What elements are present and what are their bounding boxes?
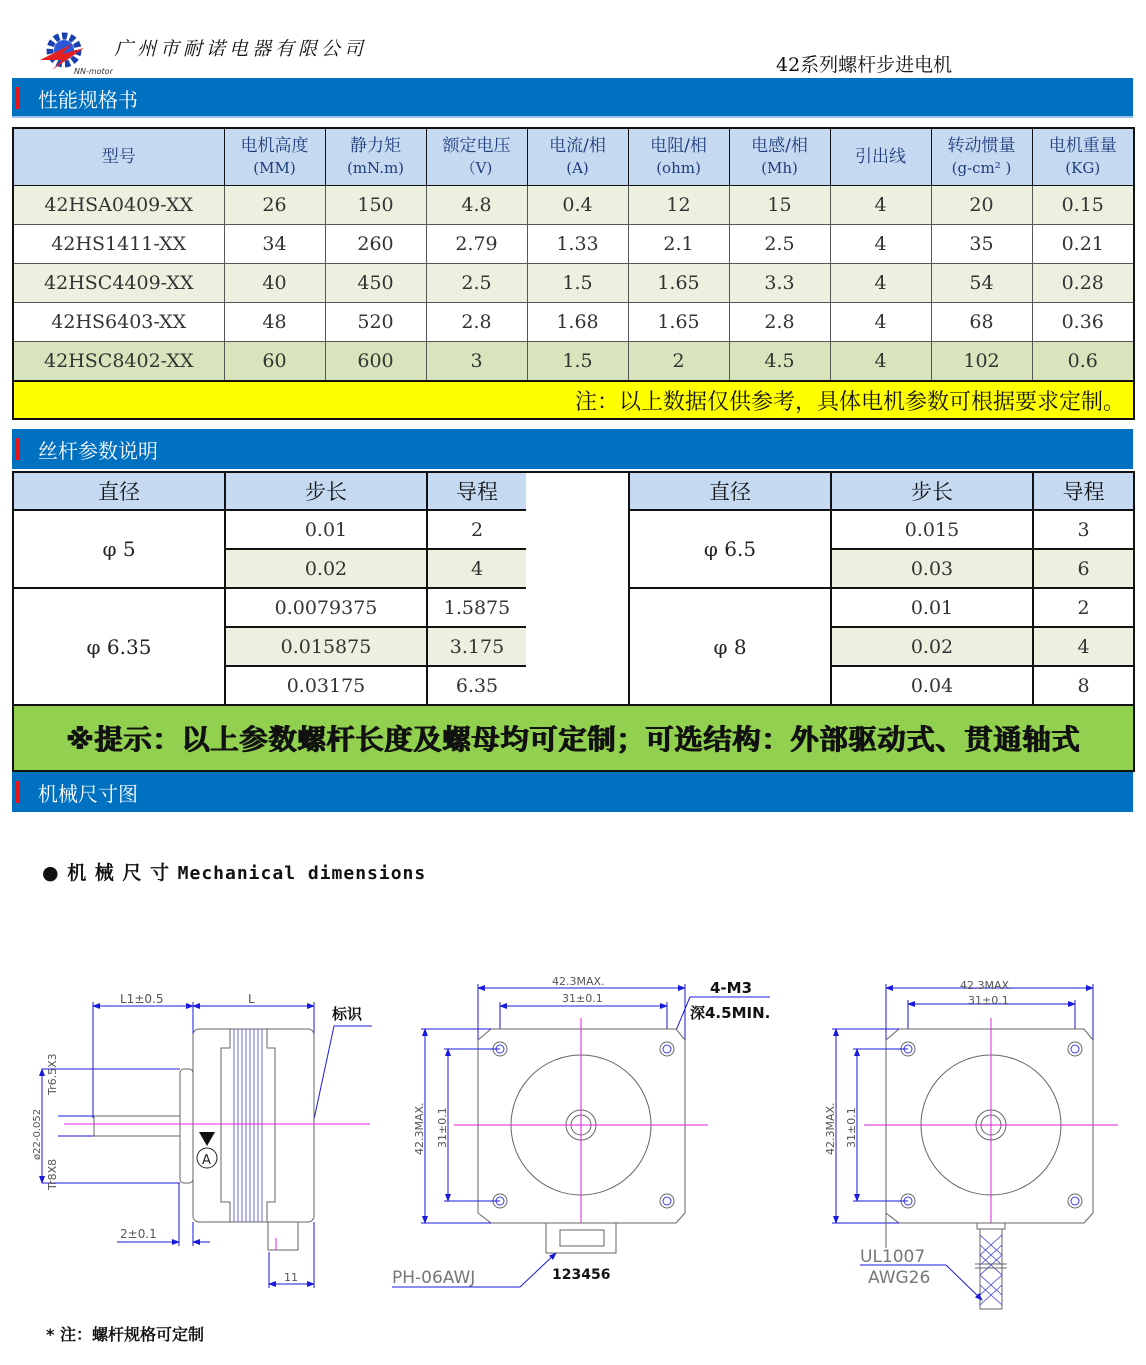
- table-row: [13, 342, 1134, 382]
- table-cell: 0.01: [831, 588, 1033, 627]
- col-header: 电机重量 (KG): [1032, 128, 1134, 186]
- table-cell: 15: [729, 186, 830, 225]
- table-cell: 3: [1033, 510, 1134, 549]
- table-cell: 42HS6403-XX: [13, 303, 224, 342]
- table-row: [629, 588, 1134, 627]
- table-cell: 0.03: [831, 549, 1033, 588]
- table-cell: 20: [931, 186, 1032, 225]
- section-title: 丝杆参数说明: [38, 438, 158, 463]
- red-marker: [15, 438, 20, 460]
- mechanical-title: ● 机 械 尺 寸 Mechanical dimensions: [42, 862, 427, 884]
- svg-text:NN-motor: NN-motor: [74, 67, 113, 76]
- diameter-cell: φ 6.35: [13, 588, 225, 705]
- svg-text:42.3MAX.: 42.3MAX.: [960, 979, 1013, 992]
- svg-text:UL1007: UL1007: [860, 1247, 926, 1267]
- svg-text:11: 11: [284, 1271, 298, 1284]
- table-cell: 2.79: [426, 225, 527, 264]
- table-cell: 0.02: [225, 549, 427, 588]
- diameter-cell: φ 8: [629, 588, 831, 705]
- section-title: 性能规格书: [38, 87, 138, 112]
- col-header: 电感/相 (Mh): [729, 128, 830, 186]
- table-cell: 0.01: [225, 510, 427, 549]
- table-cell: 4: [427, 549, 527, 588]
- col-header: 直径: [629, 472, 831, 510]
- spec-header-row: [13, 128, 1134, 186]
- table-cell: 2.5: [729, 225, 830, 264]
- svg-text:深4.5MIN.: 深4.5MIN.: [690, 1004, 771, 1022]
- table-cell: 1.65: [628, 264, 729, 303]
- table-cell: 1.5: [527, 264, 628, 303]
- table-cell: 2: [1033, 588, 1134, 627]
- table-cell: 520: [325, 303, 426, 342]
- table-cell: 0.15: [1032, 186, 1134, 225]
- svg-text:PH-06AWJ: PH-06AWJ: [392, 1268, 476, 1288]
- svg-text:31±0.1: 31±0.1: [845, 1107, 858, 1148]
- table-cell: 0.0079375: [225, 588, 427, 627]
- table-cell: 3: [426, 342, 527, 382]
- diameter-cell: φ 6.5: [629, 510, 831, 588]
- table-cell: 4: [830, 225, 931, 264]
- table-cell: 4.5: [729, 342, 830, 382]
- table-cell: 12: [628, 186, 729, 225]
- table-row: [629, 510, 1134, 549]
- section-title: 机械尺寸图: [38, 781, 138, 806]
- table-cell: 60: [224, 342, 325, 382]
- table-cell: 4: [1033, 627, 1134, 666]
- section-header-lead-screw: [12, 429, 1133, 469]
- table-cell: 3.3: [729, 264, 830, 303]
- mechanical-drawings: [0, 960, 1146, 1315]
- red-marker: [15, 781, 20, 803]
- table-cell: 42HSC8402-XX: [13, 342, 224, 382]
- table-cell: 1.65: [628, 303, 729, 342]
- table-cell: 42HS1411-XX: [13, 225, 224, 264]
- table-cell: 26: [224, 186, 325, 225]
- spec-table: [12, 127, 1135, 420]
- table-cell: 35: [931, 225, 1032, 264]
- svg-text:42.3MAX.: 42.3MAX.: [552, 975, 605, 988]
- table-cell: 68: [931, 303, 1032, 342]
- svg-text:42.3MAX.: 42.3MAX.: [413, 1102, 426, 1155]
- table-cell: 260: [325, 225, 426, 264]
- table-cell: 1.68: [527, 303, 628, 342]
- table-cell: 4: [830, 264, 931, 303]
- table-cell: 0.21: [1032, 225, 1134, 264]
- col-header: 型号: [13, 128, 224, 186]
- table-gap: [526, 471, 628, 708]
- table-row: [13, 588, 527, 627]
- svg-text:31±0.1: 31±0.1: [436, 1107, 449, 1148]
- svg-text:ø22-0.052: ø22-0.052: [32, 1108, 43, 1160]
- company-name: 广州市耐诺电器有限公司: [114, 38, 368, 60]
- table-cell: 600: [325, 342, 426, 382]
- table-cell: 1.33: [527, 225, 628, 264]
- table-cell: 8: [1033, 666, 1134, 705]
- table-cell: 2.5: [426, 264, 527, 303]
- table-cell: 0.015875: [225, 627, 427, 666]
- col-header: 转动惯量 (g-cm² ): [931, 128, 1032, 186]
- front-view-drawing: [392, 975, 770, 1288]
- table-cell: 0.36: [1032, 303, 1134, 342]
- table-row: [13, 186, 1134, 225]
- red-marker: [15, 87, 20, 109]
- section-header-mechanical: [12, 772, 1133, 812]
- table-cell: 0.04: [831, 666, 1033, 705]
- wire-bundle: [975, 1229, 1007, 1309]
- table-cell: 42HSC4409-XX: [13, 264, 224, 303]
- table-cell: 2: [628, 342, 729, 382]
- col-header: 电阻/相 (ohm): [628, 128, 729, 186]
- svg-text:Tr8X8: Tr8X8: [46, 1158, 59, 1190]
- col-header: 额定电压 （V): [426, 128, 527, 186]
- svg-text:31±0.1: 31±0.1: [968, 994, 1009, 1007]
- table-cell: 1.5: [527, 342, 628, 382]
- table-cell: 4: [830, 342, 931, 382]
- table-cell: 4: [830, 186, 931, 225]
- table-cell: 54: [931, 264, 1032, 303]
- table-cell: 2.8: [426, 303, 527, 342]
- table-cell: 0.03175: [225, 666, 427, 705]
- svg-text:L1±0.5: L1±0.5: [120, 992, 164, 1006]
- col-header: 导程: [1033, 472, 1134, 510]
- table-cell: 102: [931, 342, 1032, 382]
- table-cell: 4: [830, 303, 931, 342]
- svg-text:标识: 标识: [332, 1005, 363, 1023]
- spec-note: 注：以上数据仅供参考，具体电机参数可根据要求定制。: [13, 381, 1134, 419]
- svg-text:4-M3: 4-M3: [710, 979, 753, 997]
- diameter-cell: φ 5: [13, 510, 225, 588]
- screw-header-row: [13, 472, 527, 510]
- footnote: * 注：螺杆规格可定制: [46, 1325, 204, 1344]
- company-logo: [32, 30, 116, 76]
- table-row: [13, 225, 1134, 264]
- svg-text:42.3MAX.: 42.3MAX.: [824, 1102, 837, 1155]
- table-cell: 2.1: [628, 225, 729, 264]
- svg-text:123456: 123456: [552, 1267, 611, 1283]
- lead-wire-view-drawing: [824, 979, 1118, 1309]
- section-header-performance: [12, 78, 1133, 118]
- svg-text:L: L: [248, 992, 255, 1006]
- col-header: 直径: [13, 472, 225, 510]
- table-cell: 3.175: [427, 627, 527, 666]
- document-title: 42系列螺杆步进电机: [776, 54, 953, 76]
- table-cell: 2: [427, 510, 527, 549]
- table-cell: 0.015: [831, 510, 1033, 549]
- col-header: 电机高度 (MM): [224, 128, 325, 186]
- table-cell: 48: [224, 303, 325, 342]
- table-cell: 6: [1033, 549, 1134, 588]
- screw-table-right: [628, 471, 1135, 706]
- table-cell: 1.5875: [427, 588, 527, 627]
- table-cell: 150: [325, 186, 426, 225]
- col-header: 引出线: [830, 128, 931, 186]
- screw-header-row: [629, 472, 1134, 510]
- col-header: 步长: [831, 472, 1033, 510]
- col-header: 电流/相 (A): [527, 128, 628, 186]
- table-cell: 34: [224, 225, 325, 264]
- svg-text:A: A: [202, 1153, 211, 1168]
- col-header: 步长: [225, 472, 427, 510]
- svg-text:Tr6.5X3: Tr6.5X3: [46, 1053, 59, 1095]
- table-cell: 42HSA0409-XX: [13, 186, 224, 225]
- svg-text:2±0.1: 2±0.1: [120, 1227, 157, 1241]
- table-cell: 2.8: [729, 303, 830, 342]
- table-cell: 0.6: [1032, 342, 1134, 382]
- table-row: [13, 303, 1134, 342]
- side-view-drawing: [32, 992, 372, 1288]
- table-cell: 40: [224, 264, 325, 303]
- screw-table-left: [12, 471, 528, 706]
- table-row: [13, 510, 527, 549]
- table-cell: 450: [325, 264, 426, 303]
- table-cell: 6.35: [427, 666, 527, 705]
- svg-text:31±0.1: 31±0.1: [562, 992, 603, 1005]
- table-cell: 0.02: [831, 627, 1033, 666]
- col-header: 导程: [427, 472, 527, 510]
- note-row: [13, 381, 1134, 419]
- table-row: [13, 264, 1134, 303]
- svg-text:AWG26: AWG26: [868, 1268, 931, 1288]
- customization-tip: ※提示：以上参数螺杆长度及螺母均可定制；可选结构：外部驱动式、贯通轴式: [12, 704, 1135, 772]
- table-cell: 4.8: [426, 186, 527, 225]
- table-cell: 0.4: [527, 186, 628, 225]
- table-cell: 0.28: [1032, 264, 1134, 303]
- col-header: 静力矩 (mN.m): [325, 128, 426, 186]
